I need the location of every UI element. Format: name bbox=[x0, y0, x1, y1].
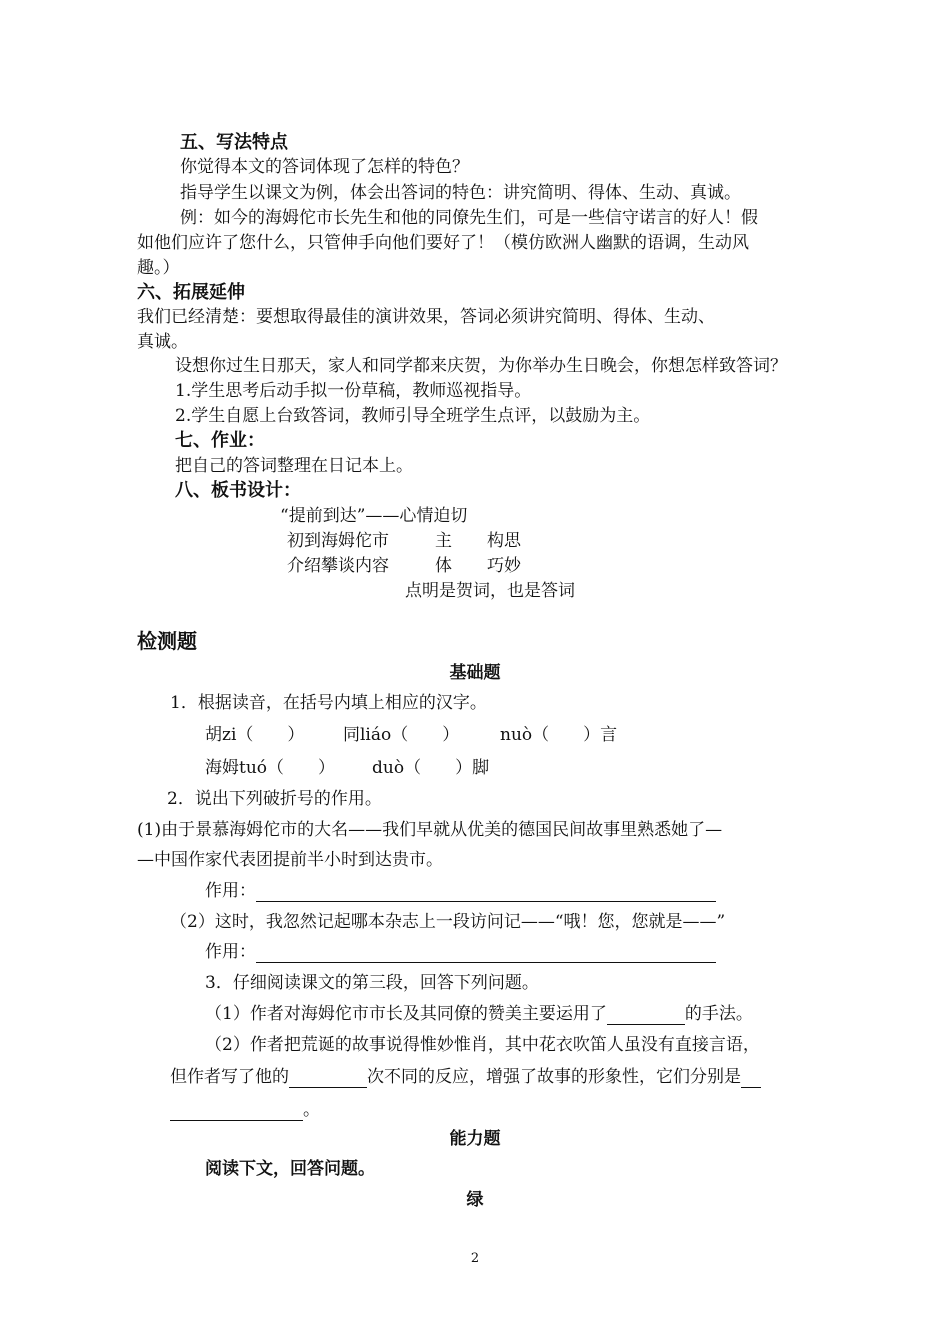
q3-2-answer-blank-start[interactable] bbox=[741, 1070, 761, 1088]
q3-1-blank[interactable] bbox=[607, 1007, 685, 1025]
reading-prompt: 阅读下文，回答问题。 bbox=[205, 1159, 375, 1179]
section6-intro-line2: 真诚。 bbox=[137, 332, 188, 352]
section6-step2: 2.学生自愿上台致答词，教师引导全班学生点评，以鼓励为主。 bbox=[175, 406, 651, 426]
section5-question: 你觉得本文的答词体现了怎样的特色？ bbox=[180, 157, 469, 177]
q1-item-5: duò（ ）脚 bbox=[372, 758, 490, 778]
q1-item-2: 同liáo（ ） bbox=[343, 725, 460, 745]
section5-example-line1: 例：如今的海姆佗市长先生和他的同僚先生们，可是一些信守诺言的好人！假 bbox=[180, 208, 758, 228]
q1-item-4: 海姆tuó（ ） bbox=[205, 758, 336, 778]
q1-item-1: 胡zi（ ） bbox=[205, 725, 305, 745]
board-line3-left: 介绍攀谈内容 bbox=[287, 556, 389, 576]
poem-title: 绿 bbox=[466, 1190, 484, 1210]
q3-2-count-blank[interactable] bbox=[289, 1070, 367, 1088]
q3-2-line1: （2）作者把荒诞的故事说得惟妙惟肖，其中花衣吹笛人虽没有直接言语， bbox=[205, 1035, 760, 1055]
board-line2-right: 构思 bbox=[487, 531, 521, 551]
q2-2-answer bbox=[205, 941, 716, 963]
q3-2-text-b: 次不同的反应，增强了故事的形象性，它们分别是 bbox=[367, 1067, 741, 1087]
section8-title: 八、板书设计： bbox=[175, 480, 301, 501]
q2-2-prompt: （2）这时，我忽然记起哪本杂志上一段访问记——“哦！您，您就是——” bbox=[170, 912, 726, 932]
section6-step1: 1.学生思考后动手拟一份草稿，教师巡视指导。 bbox=[175, 381, 532, 401]
section5-example-line2: 如他们应许了您什么，只管伸手向他们要好了！（模仿欧洲人幽默的语调，生动风 bbox=[137, 233, 749, 253]
answer-label: 作用： bbox=[205, 881, 256, 901]
board-line4: 点明是贺词，也是答词 bbox=[405, 581, 575, 601]
section6-scenario: 设想你过生日那天，家人和同学都来庆贺，为你举办生日晚会，你想怎样致答词？ bbox=[175, 356, 787, 376]
answer-label: 作用： bbox=[205, 942, 256, 962]
q2-1-line2: —中国作家代表团提前半小时到达贵市。 bbox=[137, 850, 443, 870]
board-line3-mid: 体 bbox=[435, 556, 452, 576]
board-line2-left: 初到海姆佗市 bbox=[287, 531, 389, 551]
section6-intro-line1: 我们已经清楚：要想取得最佳的演讲效果，答词必须讲究简明、得体、生动、 bbox=[137, 307, 715, 327]
q1-item-3: nuò（ ）言 bbox=[500, 725, 618, 745]
q3-1-text-b: 的手法。 bbox=[684, 1004, 753, 1024]
section6-title: 六、拓展延伸 bbox=[137, 282, 245, 303]
q1-prompt: 1．根据读音，在括号内填上相应的汉字。 bbox=[170, 693, 487, 713]
basic-heading: 基础题 bbox=[449, 663, 501, 683]
q3-prompt: 3．仔细阅读课文的第三段，回答下列问题。 bbox=[205, 973, 539, 993]
q2-prompt: 2．说出下列破折号的作用。 bbox=[167, 789, 382, 809]
q3-2-line2 bbox=[170, 1066, 761, 1088]
section5-title: 五、写法特点 bbox=[180, 132, 288, 153]
q3-2-end: 。 bbox=[303, 1100, 320, 1120]
section7-homework: 把自己的答词整理在日记本上。 bbox=[175, 456, 413, 476]
ability-heading: 能力题 bbox=[449, 1129, 501, 1149]
q3-2-line3 bbox=[170, 1099, 320, 1121]
q3-2-answer-blank[interactable] bbox=[170, 1103, 303, 1121]
board-line3-right: 巧妙 bbox=[487, 556, 521, 576]
test-title: 检测题 bbox=[137, 629, 197, 653]
q2-1-answer-blank[interactable] bbox=[256, 884, 716, 902]
q2-1-line1: (1)由于景慕海姆佗市的大名——我们早就从优美的德国民间故事里熟悉她了— bbox=[137, 820, 723, 840]
q2-1-answer bbox=[205, 880, 716, 902]
page-number: 2 bbox=[470, 1251, 480, 1266]
section5-guide: 指导学生以课文为例，体会出答词的特色：讲究简明、得体、生动、真诚。 bbox=[180, 183, 741, 203]
board-line2-mid: 主 bbox=[435, 531, 452, 551]
q2-2-answer-blank[interactable] bbox=[256, 945, 716, 963]
section5-example-line3: 趣。） bbox=[137, 258, 180, 278]
board-line1: “提前到达”——心情迫切 bbox=[280, 506, 468, 526]
section7-title: 七、作业： bbox=[175, 430, 265, 451]
q3-1 bbox=[205, 1003, 753, 1025]
q3-1-text-a: （1）作者对海姆佗市市长及其同僚的赞美主要运用了 bbox=[205, 1004, 607, 1024]
q3-2-text-a: 但作者写了他的 bbox=[170, 1067, 289, 1087]
